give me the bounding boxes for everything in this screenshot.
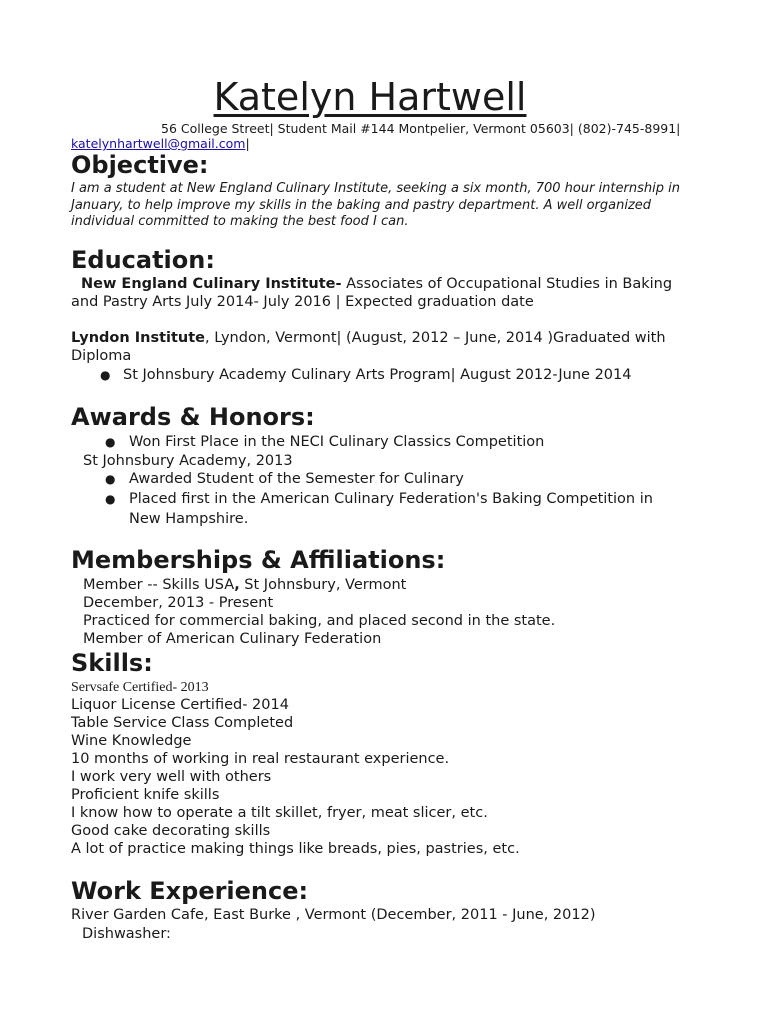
objective-line: I am a student at New England Culinary Institute, seeking a six month, 700 hour internship in bbox=[71, 181, 680, 196]
lyndon-name: Lyndon Institute bbox=[71, 330, 206, 346]
award-item: Won First Place in the NECI Culinary Classics Competition bbox=[129, 434, 545, 450]
skill-item: A lot of practice making things like breads, pies, pastries, etc. bbox=[71, 841, 520, 857]
membership-line: Practiced for commercial baking, and placed second in the state. bbox=[83, 613, 556, 629]
education-heading: Education: bbox=[71, 246, 215, 274]
neci-name: New England Culinary Institute- bbox=[81, 276, 342, 292]
skill-item: I work very well with others bbox=[71, 769, 272, 785]
email-separator: | bbox=[245, 136, 250, 151]
membership-location: St Johnsbury, Vermont bbox=[239, 577, 407, 593]
education-bullet: St Johnsbury Academy Culinary Arts Program| August 2012-June 2014 bbox=[123, 367, 632, 383]
contact-info: 56 College Street| Student Mail #144 Montpelier, Vermont 05603| (802)-745-8991| bbox=[161, 121, 681, 136]
skill-item: I know how to operate a tilt skillet, fryer, meat slicer, etc. bbox=[71, 805, 488, 821]
lyndon-details: , Lyndon, Vermont| (August, 2012 – June, 2014 )Graduated with bbox=[205, 330, 666, 346]
email-link[interactable]: katelynhartwell@gmail.com bbox=[71, 136, 246, 151]
skill-item: Table Service Class Completed bbox=[71, 715, 294, 731]
award-item-cont: New Hampshire. bbox=[129, 511, 249, 527]
membership-skills-usa: Member -- Skills USA bbox=[83, 577, 235, 593]
membership-comma: , bbox=[234, 577, 240, 593]
education-neci-line2: and Pastry Arts July 2014- July 2016 | Expected graduation date bbox=[71, 294, 534, 310]
objective-line: January, to help improve my skills in the baking and pastry department. A well organized bbox=[71, 197, 652, 213]
skill-item: Wine Knowledge bbox=[71, 733, 192, 749]
membership-line: Member of American Culinary Federation bbox=[83, 631, 382, 647]
awards-heading: Awards & Honors: bbox=[71, 403, 315, 431]
skill-item: Proficient knife skills bbox=[71, 787, 220, 803]
skills-heading: Skills: bbox=[71, 649, 153, 677]
skill-item: Servsafe Certified- 2013 bbox=[71, 680, 209, 695]
education-neci-line1 bbox=[81, 275, 672, 293]
award-item: Placed first in the American Culinary Federation's Baking Competition in bbox=[129, 491, 653, 507]
bullet-icon: ● bbox=[100, 368, 111, 382]
resume-name: Katelyn Hartwell bbox=[213, 75, 527, 119]
objective-line: individual committed to making the best food I can. bbox=[71, 214, 409, 229]
skill-item: 10 months of working in real restaurant experience. bbox=[71, 751, 450, 767]
bullet-icon: ● bbox=[105, 492, 116, 506]
membership-line bbox=[83, 576, 406, 594]
bullet-icon: ● bbox=[105, 472, 116, 486]
neci-degree: Associates of Occupational Studies in Baking bbox=[341, 276, 673, 292]
skill-item: Good cake decorating skills bbox=[71, 823, 271, 839]
work-line: Dishwasher: bbox=[82, 926, 171, 942]
email-line bbox=[71, 136, 250, 152]
award-item-sub: St Johnsbury Academy, 2013 bbox=[83, 453, 293, 469]
membership-line: December, 2013 - Present bbox=[83, 595, 274, 611]
award-item: Awarded Student of the Semester for Culinary bbox=[129, 471, 464, 487]
bullet-icon: ● bbox=[105, 435, 116, 449]
education-lyndon-line1 bbox=[71, 329, 666, 347]
education-lyndon-line2: Diploma bbox=[71, 348, 132, 364]
objective-heading: Objective: bbox=[71, 151, 209, 179]
memberships-heading: Memberships & Affiliations: bbox=[71, 546, 446, 574]
work-heading: Work Experience: bbox=[71, 877, 309, 905]
work-line: River Garden Cafe, East Burke , Vermont (December, 2011 - June, 2012) bbox=[71, 907, 596, 923]
skill-item: Liquor License Certified- 2014 bbox=[71, 697, 289, 713]
